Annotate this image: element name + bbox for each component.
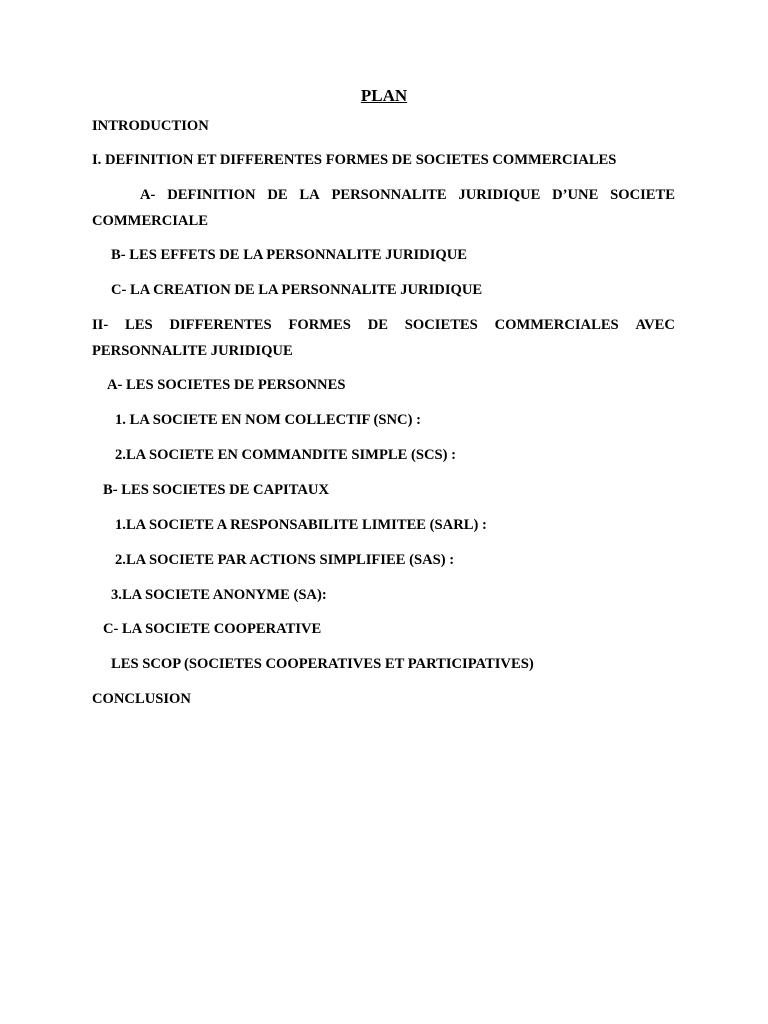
- plan-item-section-2-a-2: 2.LA SOCIETE EN COMMANDITE SIMPLE (SCS) :: [115, 447, 456, 463]
- plan-item-section-2-b-2: 2.LA SOCIETE PAR ACTIONS SIMPLIFIEE (SAS) :: [115, 552, 455, 568]
- plan-item-section-1-a: [140, 185, 675, 205]
- plan-word: SOCIETE: [610, 187, 675, 203]
- plan-word: DEFINITION: [167, 187, 256, 203]
- plan-item-section-1-b: B- LES EFFETS DE LA PERSONNALITE JURIDIQUE: [111, 247, 468, 263]
- plan-word: COMMERCIALES: [494, 317, 619, 333]
- plan-item-section-2-c: C- LA SOCIETE COOPERATIVE: [103, 621, 322, 637]
- plan-item-section-1-a-continued: COMMERCIALE: [92, 213, 208, 229]
- plan-word: A-: [140, 187, 156, 203]
- plan-item-section-2-b-1: 1.LA SOCIETE A RESPONSABILITE LIMITEE (SARL) :: [115, 517, 487, 533]
- plan-word: DIFFERENTES: [169, 317, 272, 333]
- plan-word: FORMES: [288, 317, 351, 333]
- plan-item-section-2-b-3: 3.LA SOCIETE ANONYME (SA):: [111, 587, 327, 603]
- plan-word: DE: [367, 317, 388, 333]
- plan-word: DE: [267, 187, 288, 203]
- plan-word: PERSONNALITE: [331, 187, 447, 203]
- plan-item-introduction: INTRODUCTION: [92, 118, 209, 134]
- plan-word: D’UNE: [552, 187, 599, 203]
- plan-word: II-: [92, 317, 109, 333]
- plan-item-section-2-a-1: 1. LA SOCIETE EN NOM COLLECTIF (SNC) :: [115, 412, 421, 428]
- page-title: PLAN: [360, 86, 408, 105]
- plan-word: AVEC: [635, 317, 675, 333]
- plan-item-section-1-c: C- LA CREATION DE LA PERSONNALITE JURIDIQUE: [111, 282, 483, 298]
- plan-item-section-1: I. DEFINITION ET DIFFERENTES FORMES DE SOCIETES COMMERCIALES: [92, 152, 617, 168]
- plan-item-section-2-b: B- LES SOCIETES DE CAPITAUX: [103, 482, 329, 498]
- plan-item-section-2: [92, 315, 675, 335]
- plan-item-section-2-continued: PERSONNALITE JURIDIQUE: [92, 343, 293, 359]
- plan-word: LA: [299, 187, 320, 203]
- plan-item-conclusion: CONCLUSION: [92, 691, 191, 707]
- plan-word: JURIDIQUE: [458, 187, 541, 203]
- plan-word: SOCIETES: [404, 317, 478, 333]
- plan-item-section-2-c-1: LES SCOP (SOCIETES COOPERATIVES ET PARTICIPATIVES): [111, 656, 534, 672]
- plan-word: LES: [125, 317, 153, 333]
- plan-item-section-2-a: A- LES SOCIETES DE PERSONNES: [107, 377, 346, 393]
